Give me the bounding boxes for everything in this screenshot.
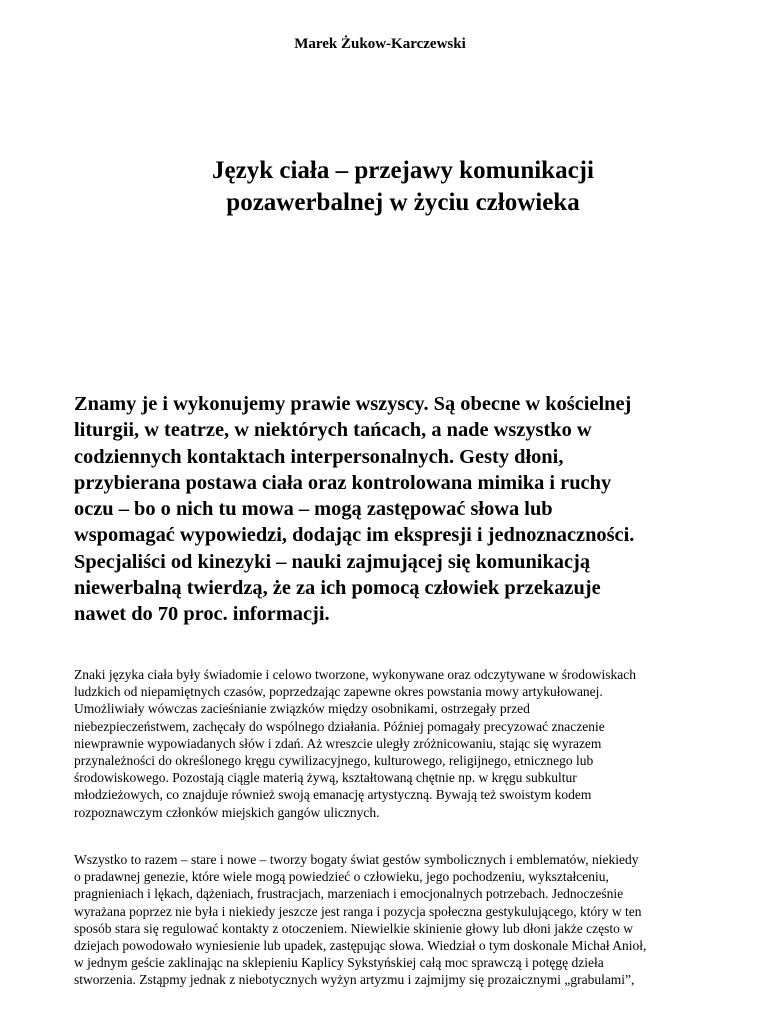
lead-line: codziennych kontaktach interpersonalnych. Gesty dłoni, (74, 445, 564, 468)
body-line: rozpoznawczym członków miejskich gangów ulicznych. (74, 804, 380, 820)
body-line: ludzkich od niepamiętnych czasów, poprzedzając zapewne okres powstania mowy artykułowanej. (74, 684, 603, 700)
title-line: pozawerbalnej w życiu człowieka (226, 189, 580, 216)
lead-line: Znamy je i wykonujemy prawie wszyscy. Są obecne w kościelnej (74, 393, 632, 415)
body-line: Wszystko to razem – stare i nowe – tworzy bogaty świat gestów symbolicznych i emblematów, niekiedy (74, 852, 639, 867)
document-title (0, 155, 768, 219)
body-line: niewprawnie wypowiadanych słów i zdań. Aż wreszcie uległy zróżnicowaniu, stając się wyrazem (74, 735, 602, 751)
body-line: pragnieniach i lękach, dążeniach, frustracjach, marzeniach i emocjonalnych potrzebach. Jednocześnie (74, 886, 624, 902)
body-line: niebezpieczeństwem, zachęcały do wspólnego działania. Później pomagały precyzować znaczenie (74, 718, 605, 734)
lead-line: wspomagać wypowiedzi, dodając im ekspresji i jednoznaczności. (74, 524, 635, 547)
body-line: o pradawnej genezie, które wiele mogą powiedzieć o człowieku, jego pochodzeniu, wykształceniu, (74, 869, 609, 885)
body-line: środowiskowego. Pozostają ciągle materią żywą, kształtowaną chętnie np. w kręgu subkultur (74, 770, 577, 786)
body-paragraph-1 (74, 666, 754, 821)
body-paragraph-2 (74, 851, 754, 989)
body-line: młodzieżowych, co znajduje również swoją emanację artystyczną. Bywają też swoistym kodem (74, 787, 592, 803)
lead-paragraph (74, 391, 754, 628)
author-name: Marek Żukow-Karczewski (294, 36, 466, 52)
title-line: Język ciała – przejawy komunikacji (212, 157, 594, 184)
body-line: Znaki języka ciała były świadomie i celowo tworzone, wykonywane oraz odczytywane w środowiskach (74, 667, 636, 682)
body-line: w jednym geście zaklinając na sklepieniu Kaplicy Sykstyńskiej całą moc sprawczą i potęgę dzieła (74, 955, 604, 971)
lead-line: Specjaliści od kinezyki – nauki zajmującej się komunikacją (74, 550, 591, 573)
body-line: stworzenia. Zstąpmy jednak z niebotycznych wyżyn artyzmu i zajmijmy się prozaicznymi „grabulami”, (74, 972, 635, 988)
body-line: dziejach powodowało wyniesienie lub upadek, zastępując słowa. Wiedział o tym doskonale Michał Anioł, (74, 938, 647, 954)
lead-line: niewerbalną twierdzą, że za ich pomocą człowiek przekazuje (74, 577, 601, 600)
body-line: wyrażana poprzez nie była i niekiedy jeszcze jest ranga i pozycja społeczna gestykulującego, który w ten (74, 903, 642, 919)
body-line: sposób stara się regulować kontakty z otoczeniem. Niewielkie skinienie głowy lub dłoni jakże często w (74, 920, 633, 936)
lead-line: liturgii, w teatrze, w niektórych tańcach, a nade wszystko w (74, 419, 592, 442)
body-line: przynależności do określonego kręgu cywilizacyjnego, kulturowego, religijnego, etnicznego lub (74, 753, 594, 769)
body-line: Umożliwiały wówczas zacieśnianie związków między osobnikami, ostrzegały przed (74, 701, 530, 717)
lead-line: oczu – bo o nich tu mowa – mogą zastępować słowa lub (74, 498, 553, 521)
lead-line: nawet do 70 proc. informacji. (74, 603, 330, 626)
lead-line: przybierana postawa ciała oraz kontrolowana mimika i ruchy (74, 471, 612, 494)
